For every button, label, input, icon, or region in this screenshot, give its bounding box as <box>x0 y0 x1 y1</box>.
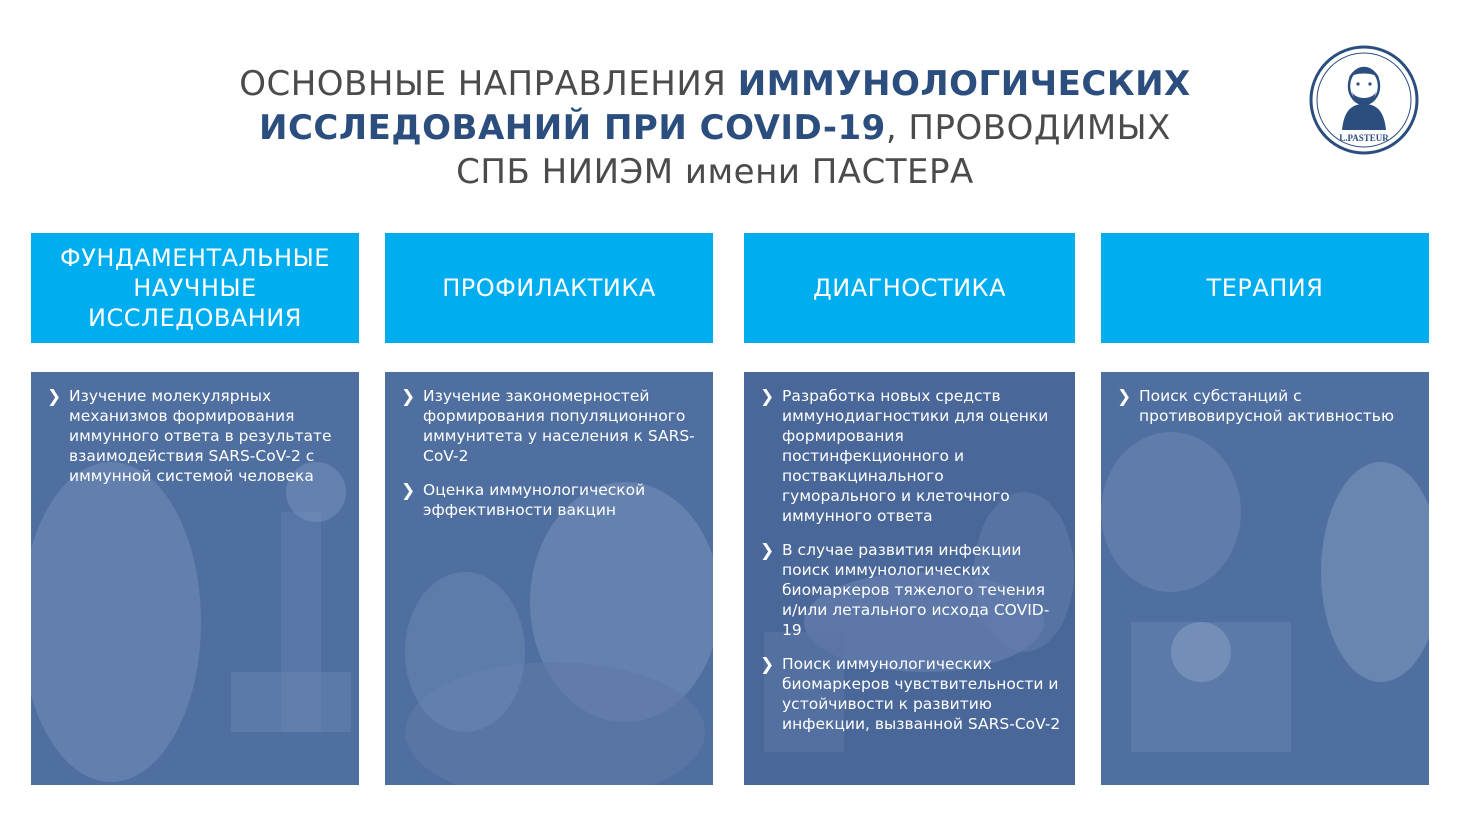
list-item: ❯ Изучение закономерностей формирования популяционного иммунитета у населения к SARS-CoV-2 <box>401 387 695 465</box>
list-item: ❯ Разработка новых средств иммунодиагностики для оценки формирования постинфекционного и поствакцинального гуморального и клеточного иммунного ответа <box>760 387 1049 525</box>
chevron-right-icon: ❯ <box>760 387 775 407</box>
header-label: ПРОФИЛАКТИКА <box>442 274 656 302</box>
header-label: ТЕРАПИЯ <box>1206 274 1324 302</box>
header-label: ФУНДАМЕНТАЛЬНЫЕ НАУЧНЫЕ ИССЛЕДОВАНИЯ <box>60 244 330 332</box>
content-fundamental <box>31 372 359 785</box>
pasteur-logo <box>1308 44 1420 156</box>
bullet-list <box>45 386 345 486</box>
chevron-right-icon: ❯ <box>760 541 775 561</box>
chevron-right-icon: ❯ <box>401 481 416 501</box>
header-prevention <box>385 233 713 343</box>
pasteur-portrait-icon <box>1308 44 1420 156</box>
list-item: ❯ В случае развития инфекции поиск иммунологических биомаркеров тяжелого течения и/или летального исхода COVID-19 <box>760 541 1050 639</box>
header-fundamental <box>31 233 359 343</box>
header-diagnostics <box>744 233 1075 343</box>
chevron-right-icon: ❯ <box>1117 387 1132 407</box>
list-item: ❯ Оценка иммунологической эффективности вакцин <box>401 481 646 519</box>
chevron-right-icon: ❯ <box>401 387 416 407</box>
list-item: ❯ Поиск иммунологических биомаркеров чувствительности и устойчивости к развитию инфекции, вызванной SARS-CoV-2 <box>760 655 1061 733</box>
bullet-list <box>1115 386 1415 426</box>
content-diagnostics <box>744 372 1075 785</box>
logo-text: L.PASTEUR <box>1339 133 1389 143</box>
title-part-4: СПБ НИИЭМ имени ПАСТЕРА <box>456 152 974 192</box>
content-prevention <box>385 372 713 785</box>
title-highlight: ИММУНОЛОГИЧЕСКИХ ИССЛЕДОВАНИЙ ПРИ COVID-19 <box>259 64 1191 148</box>
title-part-1: ОСНОВНЫЕ НАПРАВЛЕНИЯ <box>239 64 738 104</box>
chevron-right-icon: ❯ <box>760 655 775 675</box>
header-therapy <box>1101 233 1429 343</box>
therapy-photo-background <box>1101 372 1429 785</box>
chevron-right-icon: ❯ <box>47 387 62 407</box>
bullet-list <box>399 386 699 520</box>
list-item: ❯ Поиск субстанций с противовирусной активностью <box>1117 387 1394 425</box>
page-title <box>120 62 1310 194</box>
title-part-3: , ПРОВОДИМЫХ <box>885 108 1171 148</box>
content-therapy <box>1101 372 1429 785</box>
header-label: ДИАГНОСТИКА <box>812 274 1007 302</box>
bullet-list <box>758 386 1061 734</box>
list-item: ❯ Изучение молекулярных механизмов формирования иммунного ответа в результате взаимодействия SARS-CoV-2 с иммунной системой человека <box>47 387 332 485</box>
